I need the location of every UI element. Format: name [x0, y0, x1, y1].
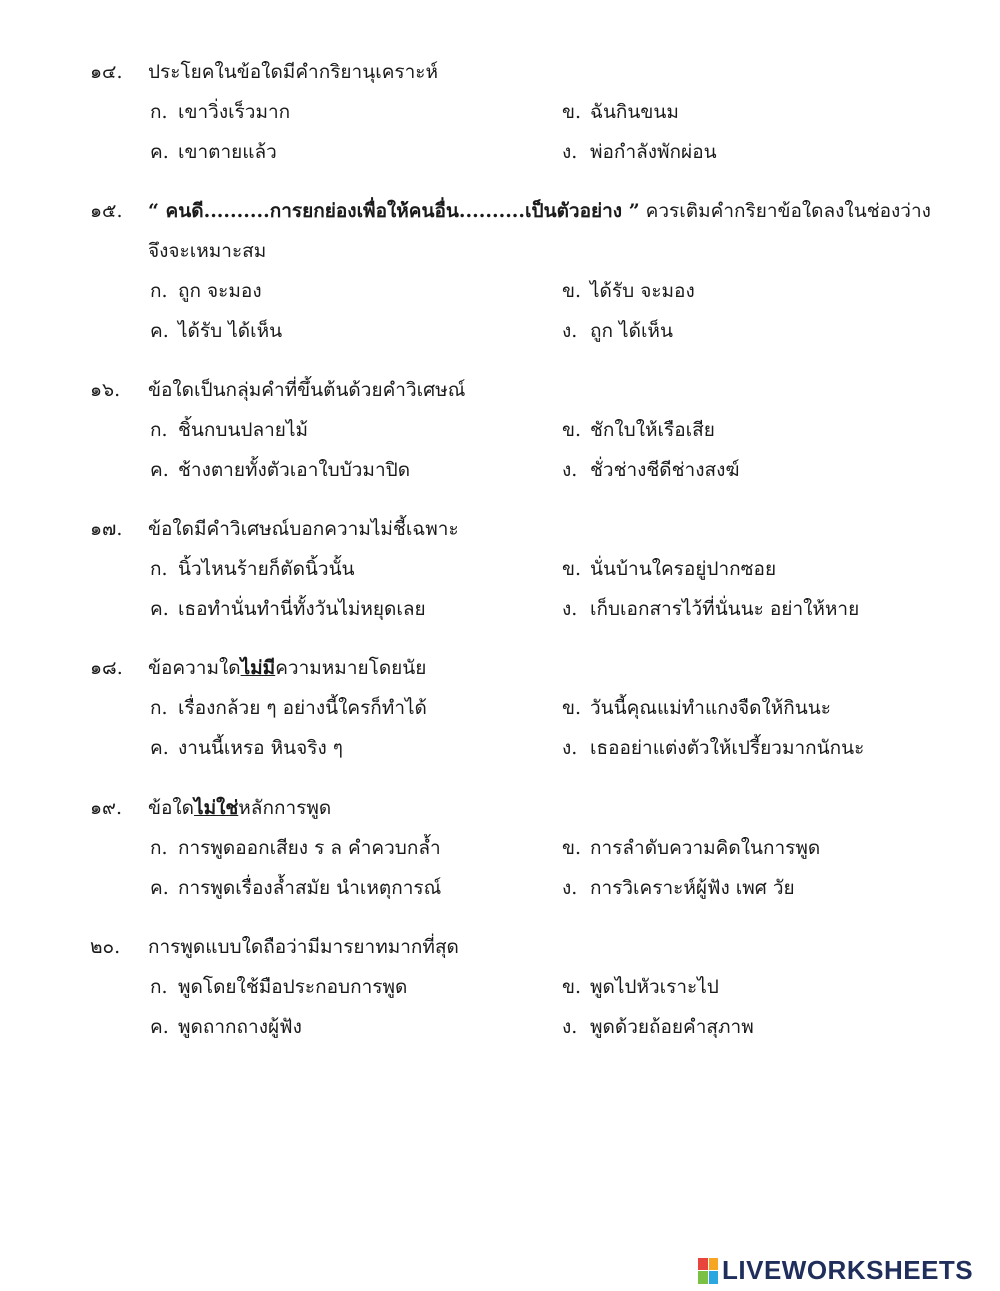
- question-text-bold: “ คนดี..........การยกย่องเพื่อให้คนอื่น..........เป็นตัวอย่าง ”: [148, 200, 640, 222]
- option-d[interactable]: ง. การวิเคราะห์ผู้ฟัง เพศ วัย: [562, 877, 795, 899]
- question-text: ข้อใดเป็นกลุ่มคำที่ขึ้นต้นด้วยคำวิเศษณ์: [148, 379, 466, 401]
- option-d[interactable]: ง. พ่อกำลังพักผ่อน: [562, 141, 717, 163]
- question-text: [148, 196, 931, 226]
- question-text: [148, 793, 331, 823]
- option-a[interactable]: ก. เรื่องกล้วย ๆ อย่างนี้ใครก็ทำได้: [150, 697, 427, 719]
- question-text-pre: ข้อใด: [148, 797, 195, 819]
- option-d[interactable]: ง. เธออย่าแต่งตัวให้เปรี้ยวมากนักนะ: [562, 737, 865, 759]
- option-d[interactable]: ง. พูดด้วยถ้อยคำสุภาพ: [562, 1016, 754, 1038]
- question-text: ประโยคในข้อใดมีคำกริยานุเคราะห์: [148, 61, 439, 83]
- option-c[interactable]: ค. พูดถากถางผู้ฟัง: [150, 1016, 302, 1038]
- question-number: ๒๐.: [90, 936, 121, 958]
- option-b[interactable]: ข. วันนี้คุณแม่ทำแกงจืดให้กินนะ: [562, 697, 831, 719]
- option-b[interactable]: ข. นั่นบ้านใครอยู่ปากซอย: [562, 558, 777, 580]
- liveworksheets-logo-icon: [698, 1258, 718, 1284]
- question-text: ข้อใดมีคำวิเศษณ์บอกความไม่ชี้เฉพาะ: [148, 518, 459, 540]
- logo-text: LIVEWORKSHEETS: [722, 1255, 974, 1285]
- question-text: การพูดแบบใดถือว่ามีมารยาทมากที่สุด: [148, 936, 459, 958]
- question-text-post: หลักการพูด: [238, 797, 332, 819]
- question-number: ๑๗.: [90, 518, 123, 540]
- question-number: ๑๕.: [90, 200, 123, 222]
- option-d[interactable]: ง. ชั่วช่างชีดีช่างสงฆ์: [562, 459, 740, 481]
- logo-block: [698, 1271, 708, 1284]
- question-text-pre: ข้อความใด: [148, 657, 241, 679]
- question-text-emphasis: ไม่มี: [240, 657, 276, 679]
- option-c[interactable]: ค. ช้างตายทั้งตัวเอาใบบัวมาปิด: [150, 459, 411, 481]
- option-a[interactable]: ก. ถูก จะมอง: [150, 280, 262, 302]
- option-c[interactable]: ค. เขาตายแล้ว: [150, 141, 277, 163]
- option-b[interactable]: ข. การลำดับความคิดในการพูด: [562, 837, 821, 859]
- question-text-emphasis: ไม่ใช่: [194, 797, 239, 819]
- question-number: ๑๘.: [90, 657, 123, 679]
- option-a[interactable]: ก. การพูดออกเสียง ร ล คำควบกล้ำ: [150, 837, 441, 859]
- option-a[interactable]: ก. ชิ้นกบนปลายไม้: [150, 419, 309, 441]
- option-a[interactable]: ก. เขาวิ่งเร็วมาก: [150, 101, 291, 123]
- question-text-post: ความหมายโดยนัย: [275, 657, 427, 679]
- option-c[interactable]: ค. เธอทำนั่นทำนี่ทั้งวันไม่หยุดเลย: [150, 598, 426, 620]
- option-a[interactable]: ก. พูดโดยใช้มือประกอบการพูด: [150, 976, 408, 998]
- option-c[interactable]: ค. งานนี้เหรอ หินจริง ๆ: [150, 737, 343, 759]
- option-b[interactable]: ข. พูดไปหัวเราะไป: [562, 976, 719, 998]
- logo-block: [709, 1271, 719, 1284]
- logo-block: [698, 1258, 708, 1271]
- question-text-rest: ควรเติมคำกริยาข้อใดลงในช่องว่าง: [639, 200, 931, 222]
- question-text-line2: จึงจะเหมาะสม: [148, 240, 267, 262]
- option-d[interactable]: ง. ถูก ได้เห็น: [562, 320, 673, 342]
- question-number: ๑๙.: [90, 797, 123, 819]
- option-d[interactable]: ง. เก็บเอกสารไว้ที่นั่นนะ อย่าให้หาย: [562, 598, 860, 620]
- question-number: ๑๖.: [90, 379, 121, 401]
- option-b[interactable]: ข. ได้รับ จะมอง: [562, 280, 695, 302]
- option-b[interactable]: ข. ฉันกินขนม: [562, 101, 679, 123]
- option-c[interactable]: ค. การพูดเรื่องล้ำสมัย นำเหตุการณ์: [150, 877, 442, 899]
- option-a[interactable]: ก. นิ้วไหนร้ายก็ตัดนิ้วนั้น: [150, 558, 355, 580]
- question-number: ๑๔.: [90, 61, 123, 83]
- logo-block: [709, 1258, 719, 1271]
- option-c[interactable]: ค. ได้รับ ได้เห็น: [150, 320, 283, 342]
- option-b[interactable]: ข. ชักใบให้เรือเสีย: [562, 419, 715, 441]
- question-text: [148, 653, 426, 683]
- liveworksheets-logo: [698, 1255, 973, 1286]
